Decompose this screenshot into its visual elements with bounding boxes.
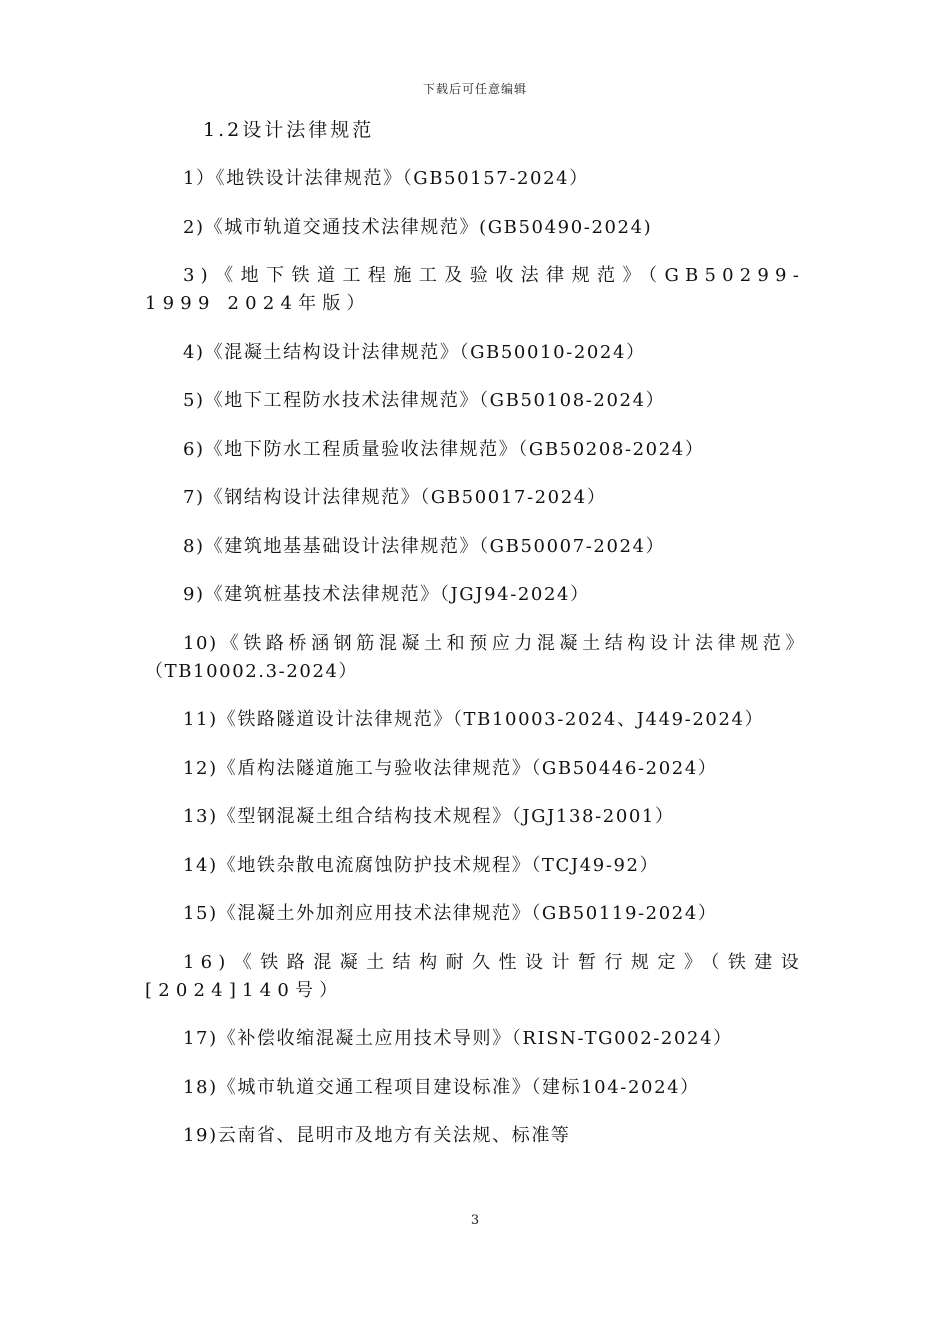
- reference-item-15: 15)《混凝土外加剂应用技术法律规范》（GB50119-2024）: [183, 903, 718, 924]
- reference-item-11: 11)《铁路隧道设计法律规范》（TB10003-2024、J449-2024）: [183, 709, 765, 730]
- reference-item-5: 5)《地下工程防水技术法律规范》（GB50108-2024）: [183, 390, 666, 411]
- reference-item-9: 9)《建筑桩基技术法律规范》（JGJ94-2024）: [183, 584, 590, 605]
- reference-item-4: 4)《混凝土结构设计法律规范》（GB50010-2024）: [183, 341, 646, 363]
- reference-item-6: 6)《地下防水工程质量验收法律规范》（GB50208-2024）: [183, 438, 705, 460]
- reference-item-3: 3)《地下铁道工程施工及验收法律规范》（GB50299-1999 2024年版）: [145, 265, 805, 314]
- reference-item-12: 12)《盾构法隧道施工与验收法律规范》（GB50446-2024）: [183, 757, 718, 779]
- reference-item-16: 16)《铁路混凝土结构耐久性设计暂行规定》（铁建设[2024]140号）: [145, 951, 805, 1001]
- reference-item-10: 10)《铁路桥涵钢筋混凝土和预应力混凝土结构设计法律规范》（TB10002.3-2024）: [145, 632, 805, 682]
- reference-item-1: 1）《地铁设计法律规范》（GB50157-2024）: [183, 168, 589, 189]
- reference-item-2: 2)《城市轨道交通技术法律规范》(GB50490-2024): [183, 216, 653, 238]
- page-number: 3: [470, 1213, 480, 1228]
- reference-item-14: 14)《地铁杂散电流腐蚀防护技术规程》（TCJ49-92）: [183, 854, 660, 876]
- reference-item-18: 18)《城市轨道交通工程项目建设标准》（建标104-2024）: [183, 1076, 700, 1098]
- reference-item-17: 17)《补偿收缩混凝土应用技术导则》（RISN-TG002-2024）: [183, 1028, 733, 1049]
- section-heading: 1.2设计法律规范: [203, 119, 375, 141]
- page-header-note: 下载后可任意编辑: [422, 82, 527, 96]
- reference-item-19: 19)云南省、昆明市及地方有关法规、标准等: [183, 1125, 571, 1146]
- document-body: [145, 116, 805, 1171]
- reference-item-13: 13)《型钢混凝土组合结构技术规程》（JGJ138-2001）: [183, 806, 675, 827]
- reference-list: [145, 165, 805, 1150]
- reference-item-7: 7)《钢结构设计法律规范》（GB50017-2024）: [183, 487, 607, 508]
- reference-item-8: 8)《建筑地基基础设计法律规范》（GB50007-2024）: [183, 535, 666, 557]
